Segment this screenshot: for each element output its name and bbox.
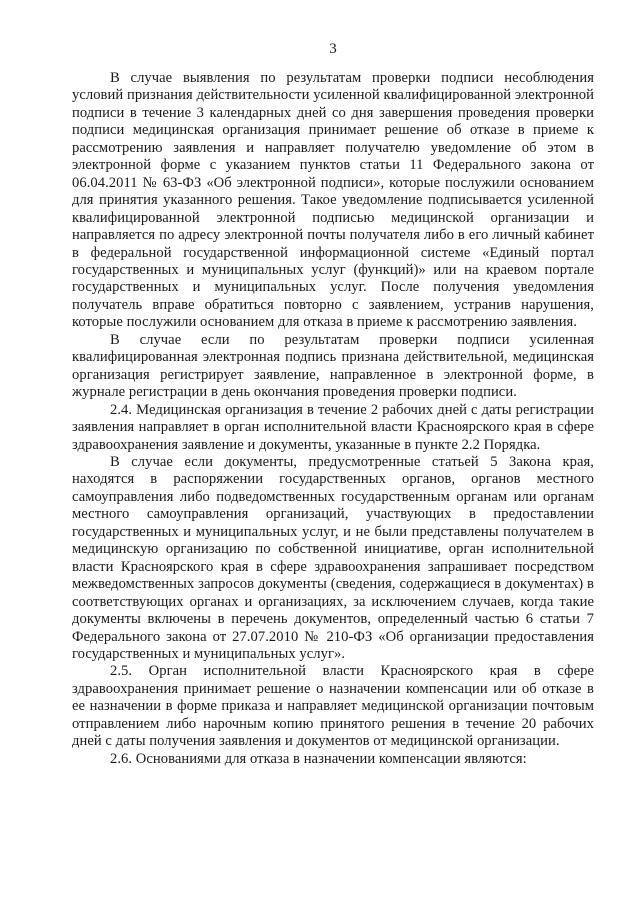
paragraph-2-4: 2.4. Медицинская организация в течение 2 рабочих дней с даты регистрации заявления направляет в орган исполнительной власти Красноярского края в сфере здравоохранения заявление и документы, указанные в пункте 2.2 Порядка.: [72, 401, 594, 453]
paragraph-2-6: 2.6. Основаниями для отказа в назначении компенсации являются:: [110, 750, 527, 767]
paragraph-signature-valid: В случае если по результатам проверки подписи усиленная квалифицированная электронная подпись признана действительной, медицинская организация регистрирует заявление, направленное в электронной форме, в журнале регистрации в день окончания проведения проверки подписи.: [72, 331, 594, 401]
paragraph-signature-invalid: В случае выявления по результатам проверки подписи несоблюдения условий признания действительности усиленной квалифицированной электронной подписи в течение 3 календарных дней со дня завершения проведения проверки подписи медицинская организация принимает решение об отказе в приеме к рассмотрению заявления и направляет получателю уведомление об этом в электронной форме с указанием пунктов статьи 11 Федерального закона от 06.04.2011 № 63-ФЗ «Об электронной подписи», которые послужили основанием для принятия указанного решения. Такое уведомление подписывается усиленной квалифицированной электронной подписью медицинской организации и направляется по адресу электронной почты получателя либо в его личный кабинет в федеральной государственной информационной системе «Единый портал государственных и муниципальных услуг (функций)» или на краевом портале государственных и муниципальных услуг. После получения уведомления получатель вправе обратиться повторно с заявлением, устранив нарушения, которые послужили основанием для отказа в приеме к рассмотрению заявления.: [72, 70, 594, 331]
page-number: 3: [329, 41, 337, 57]
paragraph-2-5: 2.5. Орган исполнительной власти Красноярского края в сфере здравоохранения принимает решение о назначении компенсации или об отказе в ее назначении в форме приказа и направляет медицинской организации почтовым отправлением либо нарочным копию принятого решения в течение 20 рабочих дней с даты получения заявления и документов от медицинской организации.: [72, 663, 594, 750]
paragraph-interagency-requests: В случае если документы, предусмотренные статьей 5 Закона края, находятся в распоряжении государственных органов, органов местного самоуправления либо подведомственных государственным органам или органам местного самоуправления организаций, участвующих в предоставлении государственных и муниципальных услуг, и не были представлены получателем в медицинскую организацию по собственной инициативе, орган исполнительной власти Красноярского края в сфере здравоохранения запрашивает посредством межведомственных запросов документы (сведения, содержащиеся в документах) в соответствующих органах и организациях, за исключением случаев, когда такие документы включены в перечень документов, определенный частью 6 статьи 7 Федерального закона от 27.07.2010 № 210-ФЗ «Об организации предоставления государственных и муниципальных услуг».: [72, 453, 594, 662]
